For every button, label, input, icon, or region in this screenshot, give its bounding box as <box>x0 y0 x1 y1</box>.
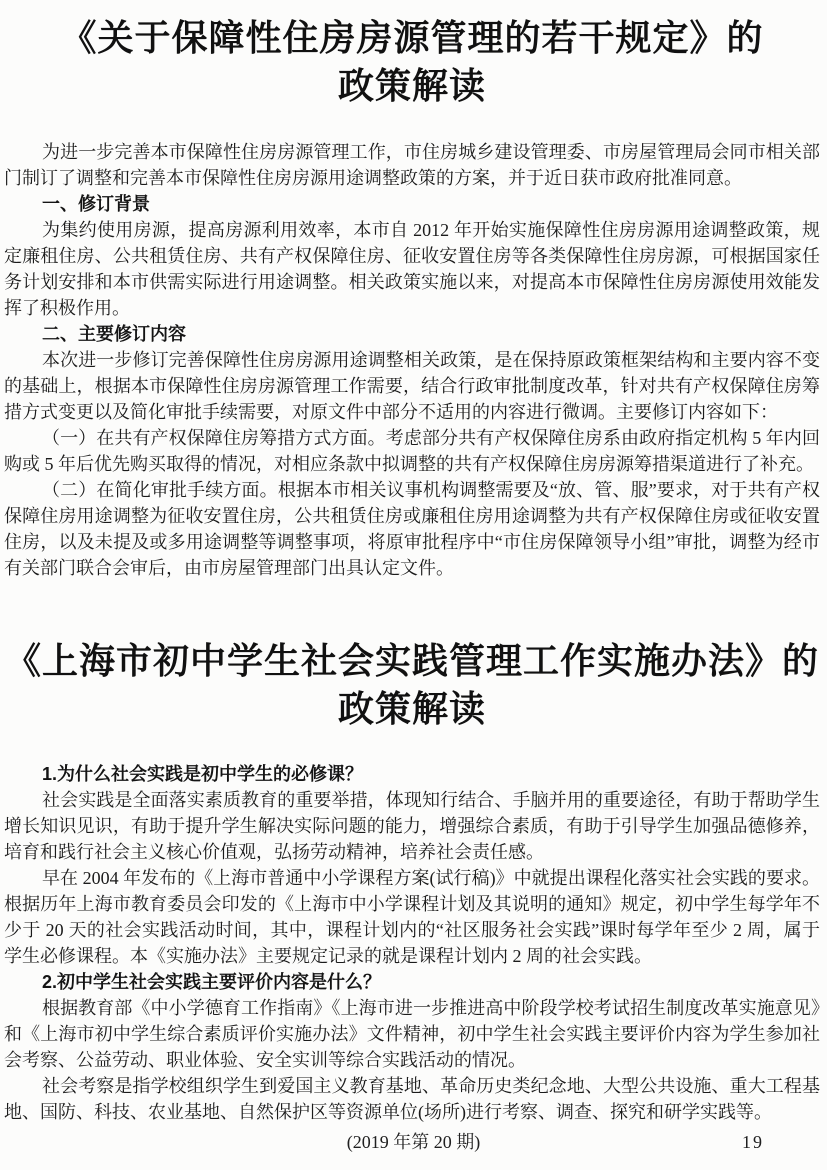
article1-title <box>4 0 820 110</box>
article1-background-paragraph: 为集约使用房源，提高房源利用效率，本市自 2012 年开始实施保障性住房房源用途调整政策，规定廉租住房、公共租赁住房、共有产权保障住房、征收安置住房等各类保障性住房房源，可根据国家任务计划安排和本市供需实际进行用途调整。相关政策实施以来，对提高本市保障性住房房源使用效能发挥了积极作用。 <box>4 220 820 318</box>
article2-question1-heading: 1.为什么社会实践是初中学生的必修课？ <box>42 764 364 784</box>
article1-revision-intro-paragraph: 本次进一步修订完善保障性住房房源用途调整相关政策，是在保持原政策框架结构和主要内容不变的基础上，根据本市保障性住房房源管理工作需要，结合行政审批制度改革，针对共有产权保障住房筹措方式变更以及简化审批手续需要，对原文件中部分不适用的内容进行微调。主要修订内容如下： <box>4 350 820 422</box>
issue-label: (2019 年第 20 期) <box>346 1132 481 1152</box>
page-number: 19 <box>742 1132 764 1152</box>
article1-title-line1: 《关于保障性住房房源管理的若干规定》的 <box>60 18 764 58</box>
article1-revision-item1-paragraph: （一）在共有产权保障住房筹措方式方面。考虑部分共有产权保障住房系由政府指定机构 5 年内回购或 5 年后优先购买取得的情况，对相应条款中拟调整的共有产权保障住房房源筹措渠道进行了补充。 <box>4 428 820 474</box>
article2-title-line2: 政策解读 <box>337 689 486 729</box>
article1-section1-heading: 一、修订背景 <box>42 194 150 214</box>
article2-body <box>4 761 820 1125</box>
article2-answer2-paragraph2: 社会考察是指学校组织学生到爱国主义教育基地、革命历史类纪念地、大型公共设施、重大工程基地、国防、科技、农业基地、自然保护区等资源单位(场所)进行考察、调查、探究和研学实践等。 <box>4 1076 820 1122</box>
article1-section2-heading: 二、主要修订内容 <box>42 324 186 344</box>
page-footer <box>0 1129 827 1155</box>
article2-title-line1: 《上海市初中学生社会实践管理工作实施办法》的 <box>4 641 819 681</box>
article1-body <box>4 139 820 581</box>
article2-answer1-paragraph2: 早在 2004 年发布的《上海市普通中小学课程方案(试行稿)》中就提出课程化落实社会实践的要求。根据历年上海市教育委员会印发的《上海市中小学课程计划及其说明的通知》规定，初中学生每学年不少于 20 天的社会实践活动时间，其中，课程计划内的“社区服务社会实践”课时每学年至少 2 周，属于学生必修课程。本《实施办法》主要规定记录的就是课程计划内 2 周的社会实践。 <box>4 868 820 966</box>
article2-answer1-paragraph1: 社会实践是全面落实素质教育的重要举措，体现知行结合、手脑并用的重要途径，有助于帮助学生增长知识见识，有助于提升学生解决实际问题的能力，增强综合素质，有助于引导学生加强品德修养，培育和践行社会主义核心价值观，弘扬劳动精神，培养社会责任感。 <box>4 790 820 862</box>
article2-question2-heading: 2.初中学生社会实践主要评价内容是什么？ <box>42 972 382 992</box>
article1-title-line2: 政策解读 <box>337 66 486 106</box>
article2-answer2-paragraph1: 根据教育部《中小学德育工作指南》《上海市进一步推进高中阶段学校考试招生制度改革实施意见》和《上海市初中学生综合素质评价实施办法》文件精神，初中学生社会实践主要评价内容为学生参加社会考察、公益劳动、职业体验、安全实训等综合实践活动的情况。 <box>4 998 820 1070</box>
article1-intro-paragraph: 为进一步完善本市保障性住房房源管理工作，市住房城乡建设管理委、市房屋管理局会同市相关部门制订了调整和完善本市保障性住房房源用途调整政策的方案，并于近日获市政府批准同意。 <box>4 142 820 188</box>
article2-title <box>4 637 820 733</box>
article1-revision-item2-paragraph: （二）在简化审批手续方面。根据本市相关议事机构调整需要及“放、管、服”要求，对于共有产权保障住房用途调整为征收安置住房，公共租赁住房或廉租住房用途调整为共有产权保障住房或征收安置住房，以及未提及或多用途调整等调整事项，将原审批程序中“市住房保障领导小组”审批，调整为经市有关部门联合会审后，由市房屋管理部门出具认定文件。 <box>4 480 820 578</box>
